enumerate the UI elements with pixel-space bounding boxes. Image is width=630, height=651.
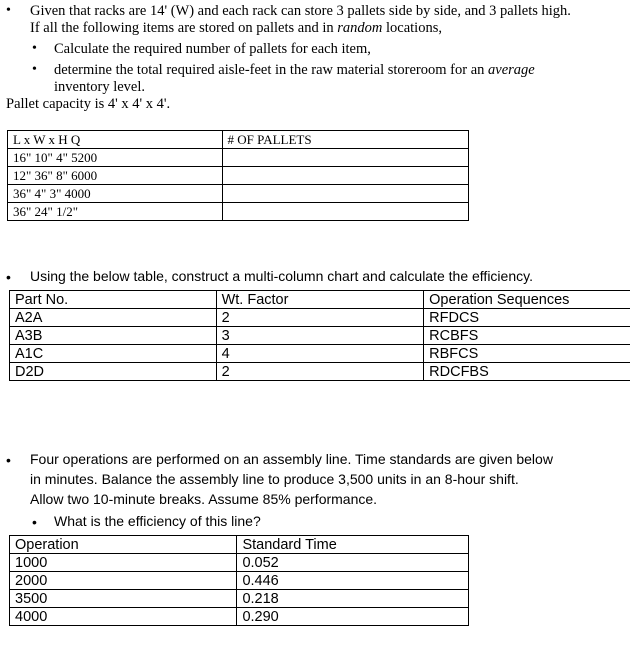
table-cell: 16" 10" 4" 5200: [8, 149, 223, 167]
section1-sub2-cont: inventory level.: [54, 79, 146, 95]
section1-line2: If all the following items are stored on pallets and in random locations,: [30, 20, 442, 36]
section2-text: Using the below table, construct a multi-column chart and calculate the efficiency.: [30, 268, 533, 284]
section3-line3: Allow two 10-minute breaks. Assume 85% performance.: [30, 491, 378, 507]
table-header-row: [10, 291, 630, 309]
table-header: # OF PALLETS: [222, 131, 468, 149]
table-cell: [222, 149, 468, 167]
table-row: [10, 590, 469, 608]
table-header: Part No.: [10, 291, 217, 309]
table-row: [8, 167, 469, 185]
table-cell: [222, 167, 468, 185]
table-row: [8, 185, 469, 203]
table-cell: 4: [216, 345, 424, 363]
table-cell: 2: [216, 309, 424, 327]
table-cell: 4000: [10, 608, 237, 626]
table-cell: D2D: [10, 363, 217, 381]
pallet-capacity: Pallet capacity is 4' x 4' x 4'.: [6, 96, 171, 112]
table-cell: A2A: [10, 309, 217, 327]
table-cell: RFDCS: [424, 309, 630, 327]
bullet-icon: •: [6, 3, 11, 18]
table-cell: RBFCS: [424, 345, 630, 363]
bullet-icon: •: [32, 62, 37, 77]
table-cell: A1C: [10, 345, 217, 363]
table-cell: 3500: [10, 590, 237, 608]
table-header: Standard Time: [237, 536, 469, 554]
table-cell: RCBFS: [424, 327, 630, 345]
table-cell: 2: [216, 363, 424, 381]
table-header-row: [8, 131, 469, 149]
table-cell: 0.290: [237, 608, 469, 626]
table-cell: 3: [216, 327, 424, 345]
table-cell: A3B: [10, 327, 217, 345]
table-cell: 0.218: [237, 590, 469, 608]
table-row: [10, 327, 630, 345]
bullet-icon: •: [32, 514, 37, 530]
table-header-row: [10, 536, 469, 554]
bullet-icon: •: [32, 41, 37, 56]
section1-line1: Given that racks are 14' (W) and each rack can store 3 pallets side by side, and 3 pallets high.: [30, 3, 571, 19]
table-cell: 2000: [10, 572, 237, 590]
table-cell: 36" 4" 3" 4000: [8, 185, 223, 203]
table-row: [8, 203, 469, 221]
bullet-icon: •: [6, 269, 11, 285]
parts-table: [9, 290, 630, 381]
table-header: Operation: [10, 536, 237, 554]
section3-line1: Four operations are performed on an assembly line. Time standards are given below: [30, 451, 553, 467]
table-row: [10, 345, 630, 363]
section1-sub2: determine the total required aisle-feet in the raw material storeroom for an average: [54, 62, 535, 78]
table-cell: 12" 36" 8" 6000: [8, 167, 223, 185]
table-row: [10, 554, 469, 572]
bullet-icon: •: [6, 452, 11, 468]
table-cell: RDCFBS: [424, 363, 630, 381]
operations-table: [9, 535, 469, 626]
section1-sub1: Calculate the required number of pallets for each item,: [54, 41, 371, 57]
table-cell: 36" 24" 1/2": [8, 203, 223, 221]
section3-line2: in minutes. Balance the assembly line to produce 3,500 units in an 8-hour shift.: [30, 471, 519, 487]
table-header: Wt. Factor: [216, 291, 424, 309]
table-row: [10, 608, 469, 626]
table-cell: 0.052: [237, 554, 469, 572]
table-row: [10, 363, 630, 381]
pallets-table: [7, 130, 469, 221]
table-header: Operation Sequences: [424, 291, 630, 309]
table-cell: 0.446: [237, 572, 469, 590]
section3-sub1: What is the efficiency of this line?: [54, 513, 261, 529]
table-cell: [222, 203, 468, 221]
table-cell: 1000: [10, 554, 237, 572]
table-row: [10, 572, 469, 590]
table-row: [8, 149, 469, 167]
table-row: [10, 309, 630, 327]
table-header: L x W x H Q: [8, 131, 223, 149]
table-cell: [222, 185, 468, 203]
